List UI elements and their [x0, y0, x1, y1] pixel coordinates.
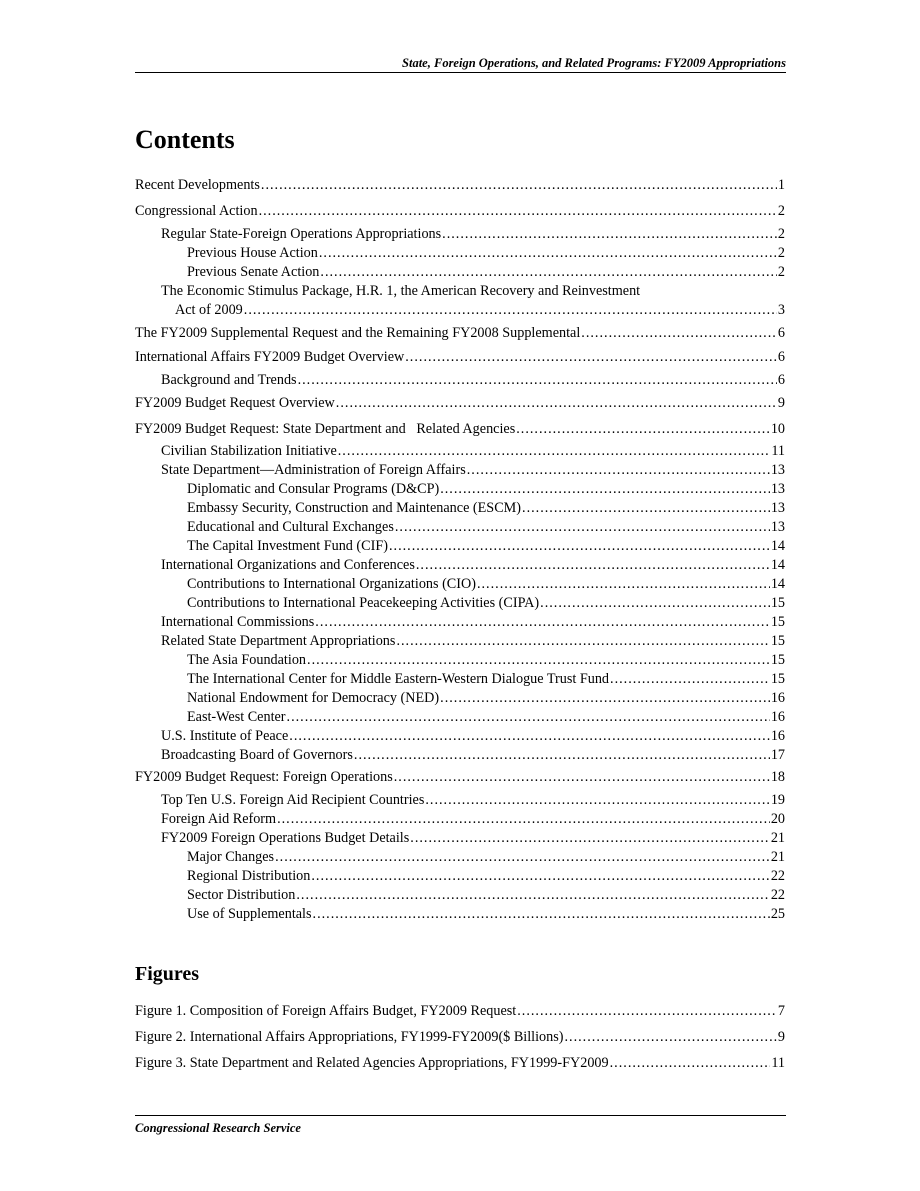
toc-entry[interactable]: Civilian Stabilization Initiative ..... 11: [135, 442, 785, 461]
toc-entry[interactable]: The Asia Foundation ..... 15: [135, 651, 785, 670]
toc-entry[interactable]: International Commissions ..... 15: [135, 613, 785, 632]
toc-entry[interactable]: Major Changes ..... 21: [135, 848, 785, 867]
figure-entry[interactable]: Figure 1. Composition of Foreign Affairs Budget, FY2009 Request ..... 7: [135, 1002, 785, 1021]
figures-heading: Figures: [135, 963, 200, 985]
toc-entry[interactable]: Recent Developments ..... 1: [135, 176, 785, 195]
footer-rule: [135, 1115, 786, 1116]
toc-entry[interactable]: East-West Center ..... 16: [135, 708, 785, 727]
toc-entry[interactable]: Diplomatic and Consular Programs (D&CP) ..... 13: [135, 480, 785, 499]
toc-entry[interactable]: Related State Department Appropriations ..... 15: [135, 632, 785, 651]
toc-entry[interactable]: State Department—Administration of Foreign Affairs ..... 13: [135, 461, 785, 480]
figure-entry[interactable]: Figure 2. International Affairs Appropriations, FY1999-FY2009($ Billions) ..... 9: [135, 1028, 785, 1047]
toc-entry[interactable]: The Capital Investment Fund (CIF) ..... 14: [135, 537, 785, 556]
contents-heading: Contents: [135, 125, 235, 154]
toc-entry[interactable]: Use of Supplementals ..... 25: [135, 905, 785, 924]
toc-entry[interactable]: The International Center for Middle Eastern-Western Dialogue Trust Fund ..... 15: [135, 670, 785, 689]
header-rule: [135, 72, 786, 73]
toc-entry[interactable]: Act of 2009 ..... 3: [135, 301, 785, 320]
running-footer: Congressional Research Service: [135, 1121, 301, 1135]
running-header: State, Foreign Operations, and Related Programs: FY2009 Appropriations: [402, 56, 786, 70]
toc-entry[interactable]: Foreign Aid Reform ..... 20: [135, 810, 785, 829]
toc-entry[interactable]: Contributions to International Peacekeeping Activities (CIPA) ..... 15: [135, 594, 785, 613]
toc-entry[interactable]: National Endowment for Democracy (NED) ..... 16: [135, 689, 785, 708]
toc-entry[interactable]: Educational and Cultural Exchanges ..... 13: [135, 518, 785, 537]
toc-entry[interactable]: FY2009 Budget Request: State Department and Related Agencies ..... 10: [135, 420, 785, 439]
toc-entry[interactable]: Congressional Action ..... 2: [135, 202, 785, 221]
toc-entry[interactable]: Broadcasting Board of Governors ..... 17: [135, 746, 785, 765]
toc-entry[interactable]: Regional Distribution ..... 22: [135, 867, 785, 886]
toc-entry[interactable]: U.S. Institute of Peace ..... 16: [135, 727, 785, 746]
toc-entry[interactable]: Regular State-Foreign Operations Appropriations ..... 2: [135, 225, 785, 244]
toc-entry[interactable]: International Organizations and Conferences ..... 14: [135, 556, 785, 575]
toc-entry[interactable]: Top Ten U.S. Foreign Aid Recipient Countries ..... 19: [135, 791, 785, 810]
toc-entry-first-line[interactable]: The Economic Stimulus Package, H.R. 1, the American Recovery and Reinvestment: [161, 283, 641, 299]
toc-entry[interactable]: Sector Distribution ..... 22: [135, 886, 785, 905]
toc-entry[interactable]: Embassy Security, Construction and Maintenance (ESCM) ..... 13: [135, 499, 785, 518]
toc-entry[interactable]: Background and Trends ..... 6: [135, 371, 785, 390]
toc-entry[interactable]: FY2009 Budget Request: Foreign Operations ..... 18: [135, 768, 785, 787]
toc-entry[interactable]: International Affairs FY2009 Budget Overview ..... 6: [135, 348, 785, 367]
toc-entry[interactable]: FY2009 Foreign Operations Budget Details ..... 21: [135, 829, 785, 848]
toc-entry[interactable]: FY2009 Budget Request Overview ..... 9: [135, 394, 785, 413]
figure-entry[interactable]: Figure 3. State Department and Related Agencies Appropriations, FY1999-FY2009 ..... 11: [135, 1054, 785, 1073]
toc-entry[interactable]: The FY2009 Supplemental Request and the Remaining FY2008 Supplemental ..... 6: [135, 324, 785, 343]
toc-entry[interactable]: Previous House Action ..... 2: [135, 244, 785, 263]
toc-entry[interactable]: Previous Senate Action ..... 2: [135, 263, 785, 282]
toc-entry[interactable]: Contributions to International Organizations (CIO) ..... 14: [135, 575, 785, 594]
